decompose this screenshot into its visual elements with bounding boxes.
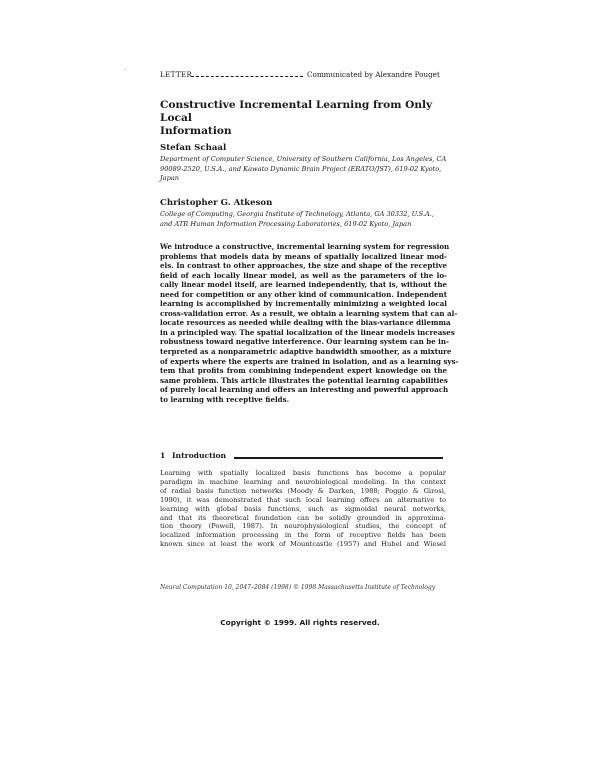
body-line: of radial basis function networks (Moody & Darken, 1988; Poggio & Girosi, (160, 486, 446, 495)
paper-title (160, 99, 440, 138)
abstract-line: terpreted as a nonparametric adaptive bandwidth smoother, as a mixture (160, 347, 452, 357)
author-name: Stefan Schaal (160, 143, 227, 153)
affiliation-line: College of Computing, Georgia Institute of Technology, Atlanta, GA 30332, U.S.A., (160, 210, 435, 218)
abstract-line: same problem. This article illustrates the potential learning capabilities (160, 375, 448, 385)
author-affiliation (160, 155, 450, 184)
article-type-label: LETTER (160, 70, 193, 79)
abstract-line: need for competition or any other kind of communication. Independent (160, 289, 447, 299)
section-number: 1 (160, 451, 166, 460)
journal-footer: Neural Computation 10, 2047–2084 (1998) © 1998 Massachusetts Institute of Technology (160, 584, 436, 591)
communicated-by: Communicated by Alexandre Pouget (307, 70, 440, 79)
body-line: known since at least the work of Mountcastle (1957) and Hubel and Wiesel (160, 540, 446, 549)
abstract-line: robustness toward negative interference. Our learning system can be in- (160, 337, 449, 347)
abstract-line: of experts where the experts are trained in isolation, and as a learning sys- (160, 356, 459, 366)
author-affiliation (160, 210, 450, 229)
affiliation-line: Department of Computer Science, University of Southern California, Los Angeles, CA (160, 155, 447, 163)
author-name: Christopher G. Atkeson (160, 198, 273, 208)
abstract-line: field of each locally linear model, as well as the parameters of the lo- (160, 270, 447, 280)
running-header (160, 70, 440, 82)
section-title: Introduction (172, 451, 227, 460)
body-line: Learning with spatially localized basis functions has become a popular (160, 469, 446, 477)
body-line: 1990), it was demonstrated that such local learning offers an alternative to (160, 495, 446, 504)
affiliation-line: Japan (160, 174, 179, 182)
abstract-line: cally linear model itself, are learned independently, that is, without the (160, 280, 447, 290)
corner-mark: · (124, 66, 127, 74)
abstract-line: to learning with receptive fields. (160, 394, 290, 404)
body-line: localized information processing in the form of receptive fields has been (160, 531, 446, 540)
abstract-line: We introduce a constructive, incremental learning system for regression (160, 242, 450, 251)
body-text (160, 469, 446, 549)
abstract-line: cross-validation error. As a result, we obtain a learning system that can al- (160, 308, 458, 318)
body-line: paradigm in machine learning and neurobiological modeling. In the context (160, 477, 446, 486)
abstract-line: els. In contrast to other approaches, the size and shape of the receptive (160, 261, 447, 271)
body-line: and that its theoretical foundation can be solidly grounded in approxima- (160, 513, 446, 522)
header-rule (191, 76, 303, 77)
section-heading (160, 451, 443, 463)
abstract-line: of purely local learning and offers an interesting and powerful approach (160, 385, 449, 395)
copyright-notice: Copyright © 1999. All rights reserved. (220, 618, 380, 627)
body-line: tion theory (Powell, 1987). In neurophysiological studies, the concept of (160, 522, 446, 531)
affiliation-line: and ATR Human Information Processing Laboratories, 619-02 Kyoto, Japan (160, 219, 412, 228)
abstract-line: locate resources as needed while dealing with the bias-variance dilemma (160, 318, 451, 328)
body-line: learning with global basis functions, such as sigmoidal neural networks, (160, 504, 446, 513)
abstract-line: learning is accomplished by incrementally minimizing a weighted local (160, 299, 447, 309)
abstract (160, 242, 459, 404)
affiliation-line: 90089-2520, U.S.A., and Kawato Dynamic Brain Project (ERATO/JST), 619-02 Kyoto, (160, 164, 442, 173)
section-rule (234, 457, 443, 459)
abstract-line: tem that profits from combining independent expert knowledge on the (160, 366, 447, 376)
abstract-line: in a principled way. The spatial localization of the linear models increases (160, 327, 455, 337)
abstract-line: problems that models data by means of spatially localized linear mod- (160, 251, 447, 261)
title-line: Information (160, 125, 232, 137)
title-line: Constructive Incremental Learning from Only Local (160, 99, 433, 124)
